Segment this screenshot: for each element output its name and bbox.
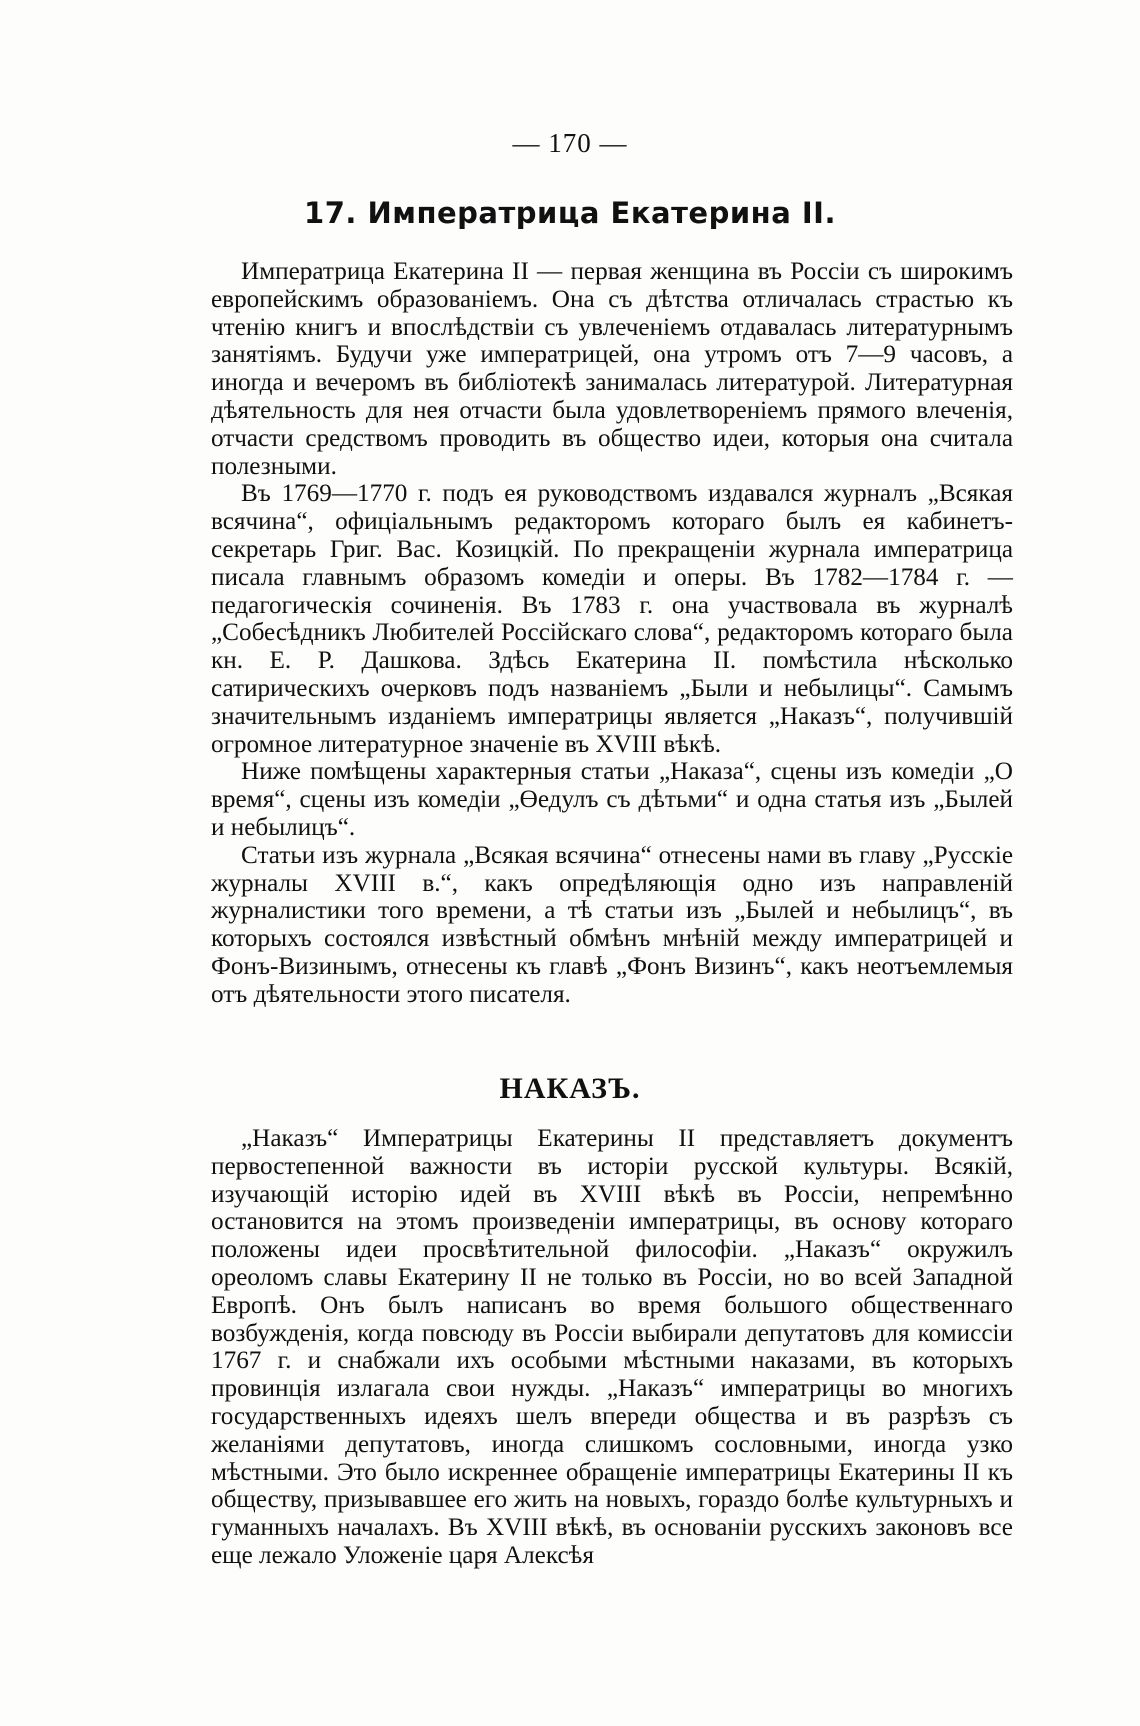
intro-paragraph: Въ 1769—1770 г. подъ ея руководствомъ издавался журналъ „Всякая всячина“, офиціальнымъ редакторомъ котораго былъ ея кабинетъ-секретарь Григ. Вас. Козицкій. По прекращеніи журнала императрица писала главнымъ образомъ комедіи и оперы. Въ 1782—1784 г. — педагогическія сочиненія. Въ 1783 г. она участвовала въ журналѣ „Собесѣдникъ Любителей Россійскаго слова“, редакторомъ котораго была кн. Е. Р. Дашкова. Здѣсь Екатерина II. помѣстила нѣсколько сатирическихъ очерковъ подъ названіемъ „Были и небылицы“. Самымъ значительнымъ изданіемъ императрицы является „Наказъ“, получившій огромное литературное значеніе въ XVIII вѣкѣ. (211, 480, 1013, 758)
nakaz-paragraph: „Наказъ“ Императрицы Екатерины II представляетъ документъ первостепенной важности въ исторіи русской культуры. Всякій, изучающій исторію идей въ XVIII вѣкѣ въ Россіи, непремѣнно остановится на этомъ произведеніи императрицы, въ основу котораго положены идеи просвѣтительной философіи. „Наказъ“ окружилъ ореоломъ славы Екатерину II не только въ Россіи, но во всей Западной Европѣ. Онъ былъ написанъ во время большого общественнаго возбужденія, когда повсюду въ Россіи выбирали депутатовъ для комиссіи 1767 г. и снабжали ихъ особыми мѣстными наказами, въ которыхъ провинція излагала свои нужды. „Наказъ“ императрицы во многихъ государственныхъ идеяхъ шелъ впереди общества и въ разрѣзъ съ желаніями депутатовъ, иногда слишкомъ сословными, иногда узко мѣстными. Это было искреннее обращеніе императрицы Екатерины II къ обществу, призывавшее его жить на новыхъ, гораздо болѣе культурныхъ и гуманныхъ началахъ. Въ XVIII вѣкѣ, въ основаніи русскихъ законовъ все еще лежало Уложеніе царя Алексѣя (211, 1125, 1013, 1569)
intro-paragraph: Императрица Екатерина II — первая женщина въ Россіи съ широкимъ европейскимъ образованіемъ. Она съ дѣтства отличалась страстью къ чтенію книгъ и впослѣдствіи съ увлеченіемъ отдавалась литературнымъ занятіямъ. Будучи уже императрицей, она утромъ отъ 7—9 часовъ, а иногда и вечеромъ въ библіотекѣ занималась литературой. Литературная дѣятельность для нея отчасти была удовлетвореніемъ прямого влеченія, отчасти средствомъ проводить въ общество идеи, которыя она считала полезными. (211, 258, 1013, 480)
intro-paragraph: Ниже помѣщены характерныя статьи „Наказа“, сцены изъ комедіи „О время“, сцены изъ комедіи „Өедулъ съ дѣтьми“ и одна статья изъ „Былей и небылицъ“. (211, 758, 1013, 841)
page-number: — 170 — (512, 128, 628, 158)
chapter-title: 17. Императрица Екатерина II. (304, 196, 836, 230)
nakaz-text-block (211, 1125, 1013, 1570)
intro-text-block (211, 258, 1013, 1009)
intro-paragraph: Статьи изъ журнала „Всякая всячина“ отнесены нами въ главу „Русскіе журналы XVIII в.“, какъ опредѣляющія одно изъ направленій журналистики того времени, а тѣ статьи изъ „Былей и небылицъ“, въ которыхъ состоялся извѣстный обмѣнъ мнѣній между императрицей и Фонъ-Визинымъ, отнесены къ главѣ „Фонъ Визинъ“, какъ неотъемлемыя отъ дѣятельности этого писателя. (211, 841, 1013, 1008)
section-title: НАКАЗЪ. (499, 1072, 641, 1105)
